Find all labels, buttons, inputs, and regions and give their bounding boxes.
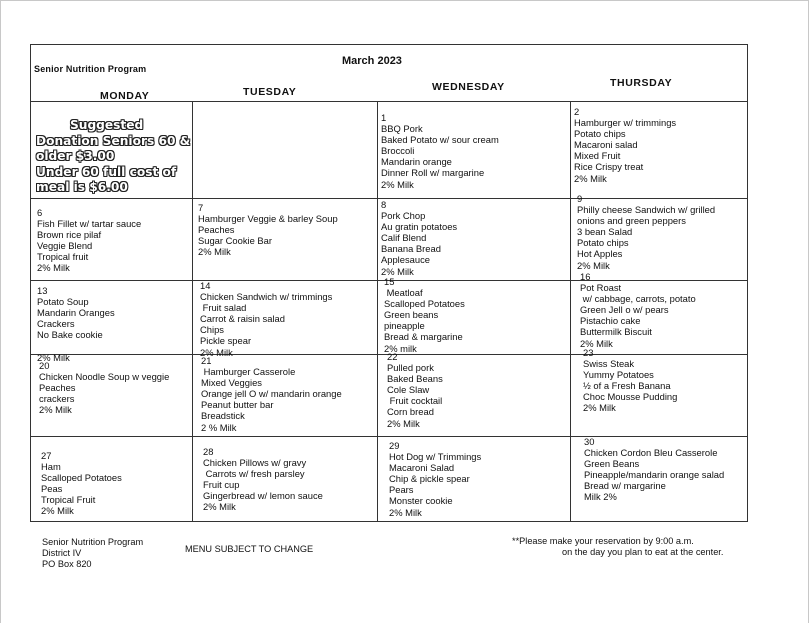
menu-item: BBQ Pork [381, 123, 423, 135]
menu-item: Mixed Fruit [574, 150, 621, 162]
menu-item: Applesauce [381, 254, 430, 266]
menu-item: Ham [41, 461, 61, 473]
menu-day-6 [37, 207, 141, 274]
address-line: PO Box 820 [42, 559, 92, 569]
menu-item: 2% Milk [577, 259, 610, 271]
donation-line: older $3.00 [36, 149, 115, 163]
day-number: 13 [37, 285, 48, 296]
menu-item: Pineapple/mandarin orange salad [584, 469, 725, 481]
menu-item: Hot Apples [577, 248, 623, 260]
day-number: 30 [584, 436, 595, 447]
menu-day-2 [574, 106, 676, 184]
menu-item: Chip & pickle spear [389, 473, 470, 485]
menu-item: Chicken Pillows w/ gravy [203, 457, 307, 469]
day-number: 8 [381, 199, 387, 210]
program-title: Senior Nutrition Program [34, 64, 147, 74]
menu-item: Meatloaf [384, 287, 423, 299]
menu-day-16 [580, 271, 696, 349]
menu-day-30 [584, 436, 724, 503]
menu-item: Chips [200, 324, 224, 336]
day-number: 23 [583, 347, 594, 358]
menu-item: Pears [389, 484, 414, 496]
day-header-tuesday: TUESDAY [243, 86, 297, 98]
menu-item: Dinner Roll w/ margarine [381, 167, 485, 179]
menu-day-14 [200, 280, 332, 358]
menu-item: Pot Roast [580, 282, 622, 294]
menu-item: 2% Milk [203, 501, 236, 513]
menu-item: Bread w/ margarine [584, 480, 666, 492]
menu-item: 2% Milk [583, 402, 616, 414]
menu-item: 2% Milk [387, 417, 420, 429]
menu-item: Monster cookie [389, 495, 453, 507]
menu-item: Cole Slaw [387, 384, 430, 396]
donation-notice [36, 118, 194, 196]
menu-item: Hot Dog w/ Trimmings [389, 451, 482, 463]
reservation-line: on the day you plan to eat at the center. [562, 547, 724, 557]
menu-item: 2% Milk [37, 351, 70, 363]
menu-day-9 [577, 193, 715, 271]
menu-day-15 [384, 276, 465, 354]
menu-item: Chicken Sandwich w/ trimmings [200, 291, 333, 303]
footer-address [42, 537, 143, 570]
menu-item: Hamburger Veggie & barley Soup [198, 213, 338, 225]
day-header-monday: MONDAY [100, 90, 150, 102]
menu-day-22 [387, 351, 443, 429]
day-number: 29 [389, 440, 400, 451]
menu-item: Rice Crispy treat [574, 161, 644, 173]
menu-item: pineapple [384, 320, 425, 332]
grid-line [570, 101, 571, 522]
day-number: 16 [580, 271, 591, 282]
menu-item: Peanut butter bar [201, 399, 274, 411]
menu-item: Swiss Steak [583, 358, 635, 370]
menu-item: No Bake cookie [37, 329, 103, 341]
menu-item: Philly cheese Sandwich w/ grilled [577, 204, 716, 216]
menu-item: Orange jell O w/ mandarin orange [201, 388, 342, 400]
menu-item: Broccoli [381, 145, 415, 157]
menu-item: Peaches [198, 224, 235, 236]
day-number: 14 [200, 280, 211, 291]
menu-item: 2% milk [384, 342, 417, 354]
menu-item: 2% Milk [200, 346, 233, 358]
menu-day-20 [39, 360, 169, 415]
menu-item: Hamburger w/ trimmings [574, 117, 677, 129]
menu-item: Tropical fruit [37, 251, 89, 263]
donation-line: meal is $6.00 [36, 180, 128, 194]
menu-item: Baked Potato w/ sour cream [381, 134, 499, 146]
menu-day-27 [41, 450, 122, 517]
menu-item: Green Beans [584, 458, 640, 470]
day-number: 1 [381, 112, 387, 123]
menu-day-7 [198, 202, 338, 257]
day-number: 22 [387, 351, 398, 362]
menu-item: Fruit salad [200, 302, 247, 314]
menu-item: Potato Soup [37, 296, 89, 308]
menu-item: Brown rice pilaf [37, 229, 102, 241]
menu-item: Calif Blend [381, 232, 427, 244]
menu-item: Fruit cocktail [387, 395, 443, 407]
menu-item: Potato chips [574, 128, 626, 140]
menu-item: Breadstick [201, 410, 245, 422]
menu-item: Mandarin orange [381, 156, 452, 168]
reservation-line: **Please make your reservation by 9:00 a.m. [512, 536, 694, 546]
menu-item: Hamburger Casserole [201, 366, 296, 378]
day-header-thursday: THURSDAY [610, 77, 673, 89]
menu-item: 2% Milk [39, 404, 72, 416]
menu-item: Buttermilk Biscuit [580, 326, 652, 338]
menu-item: onions and green peppers [577, 215, 686, 227]
menu-item: 2 % Milk [201, 421, 237, 433]
menu-item: Green Jell o w/ pears [580, 304, 669, 316]
menu-item: Mandarin Oranges [37, 307, 115, 319]
menu-item: Carrot & raisin salad [200, 313, 285, 325]
menu-item: Yummy Potatoes [583, 369, 654, 381]
menu-day-29 [389, 440, 481, 518]
menu-item: Milk 2% [584, 491, 617, 503]
menu-item: Banana Bread [381, 243, 441, 255]
address-line: District IV [42, 548, 82, 558]
menu-item: Pork Chop [381, 210, 426, 222]
day-number: 27 [41, 450, 52, 461]
menu-item: Potato chips [577, 237, 629, 249]
menu-item: Au gratin potatoes [381, 221, 458, 233]
menu-item: 2% Milk [37, 262, 70, 274]
menu-item: Mixed Veggies [201, 377, 262, 389]
address-line: Senior Nutrition Program [42, 537, 144, 547]
menu-item: Baked Beans [387, 373, 443, 385]
menu-item: Carrots w/ fresh parsley [203, 468, 305, 480]
menu-item: Macaroni Salad [389, 462, 455, 474]
menu-item: Peaches [39, 382, 76, 394]
menu-item: Sugar Cookie Bar [198, 235, 272, 247]
menu-day-21 [201, 355, 342, 433]
menu-item: Choc Mousse Pudding [583, 391, 678, 403]
donation-line: Suggested [70, 118, 144, 132]
menu-item: Scalloped Potatoes [41, 472, 122, 484]
menu-item: 2% Milk [580, 337, 613, 349]
day-number: 15 [384, 276, 395, 287]
menu-item [37, 340, 115, 351]
menu-day-8 [381, 199, 457, 277]
day-number: 28 [203, 446, 214, 457]
day-number: 20 [39, 360, 50, 371]
menu-item: Chicken Noodle Soup w veggie [39, 371, 170, 383]
day-number: 21 [201, 355, 212, 366]
menu-item: crackers [39, 393, 75, 405]
menu-day-28 [203, 446, 323, 513]
day-number: 6 [37, 207, 43, 218]
grid-line [377, 101, 378, 522]
menu-day-23 [583, 347, 677, 414]
menu-item: Tropical Fruit [41, 494, 96, 506]
menu-item: Corn bread [387, 406, 434, 418]
menu-item: Peas [41, 483, 63, 495]
menu-item: 2% Milk [574, 172, 607, 184]
menu-item: 2% Milk [198, 246, 231, 258]
menu-item: 3 bean Salad [577, 226, 633, 238]
donation-line: Donation Seniors 60 & [36, 133, 191, 148]
menu-item: Veggie Blend [37, 240, 93, 252]
menu-item: Pulled pork [387, 362, 434, 374]
menu-item: Crackers [37, 318, 75, 330]
menu-item: 2% Milk [381, 265, 414, 277]
day-number: 2 [574, 106, 580, 117]
day-number: 7 [198, 202, 204, 213]
menu-day-1 [381, 112, 499, 190]
menu-item: 2% Milk [381, 178, 414, 190]
menu-item: Chicken Cordon Bleu Casserole [584, 447, 718, 459]
menu-item: w/ cabbage, carrots, potato [580, 293, 696, 305]
menu-item: Scalloped Potatoes [384, 298, 465, 310]
menu-item: Green beans [384, 309, 439, 321]
menu-item: Gingerbread w/ lemon sauce [203, 490, 323, 502]
menu-item: ½ of a Fresh Banana [583, 380, 671, 392]
menu-change-notice: MENU SUBJECT TO CHANGE [185, 544, 314, 554]
donation-line: Under 60 full cost of [36, 164, 177, 179]
month-title: March 2023 [342, 55, 402, 67]
day-header-wednesday: WEDNESDAY [432, 81, 505, 93]
day-number: 9 [577, 193, 583, 204]
menu-day-13 [37, 285, 115, 363]
reservation-notice [512, 536, 723, 558]
menu-item: Fruit cup [203, 479, 240, 491]
menu-item: Fish Fillet w/ tartar sauce [37, 218, 142, 230]
menu-item: Pistachio cake [580, 315, 641, 327]
menu-item: 2% Milk [389, 506, 422, 518]
menu-item: Pickle spear [200, 335, 252, 347]
menu-item: Bread & margarine [384, 331, 463, 343]
menu-item: Macaroni salad [574, 139, 638, 151]
menu-item: 2% Milk [41, 505, 74, 517]
